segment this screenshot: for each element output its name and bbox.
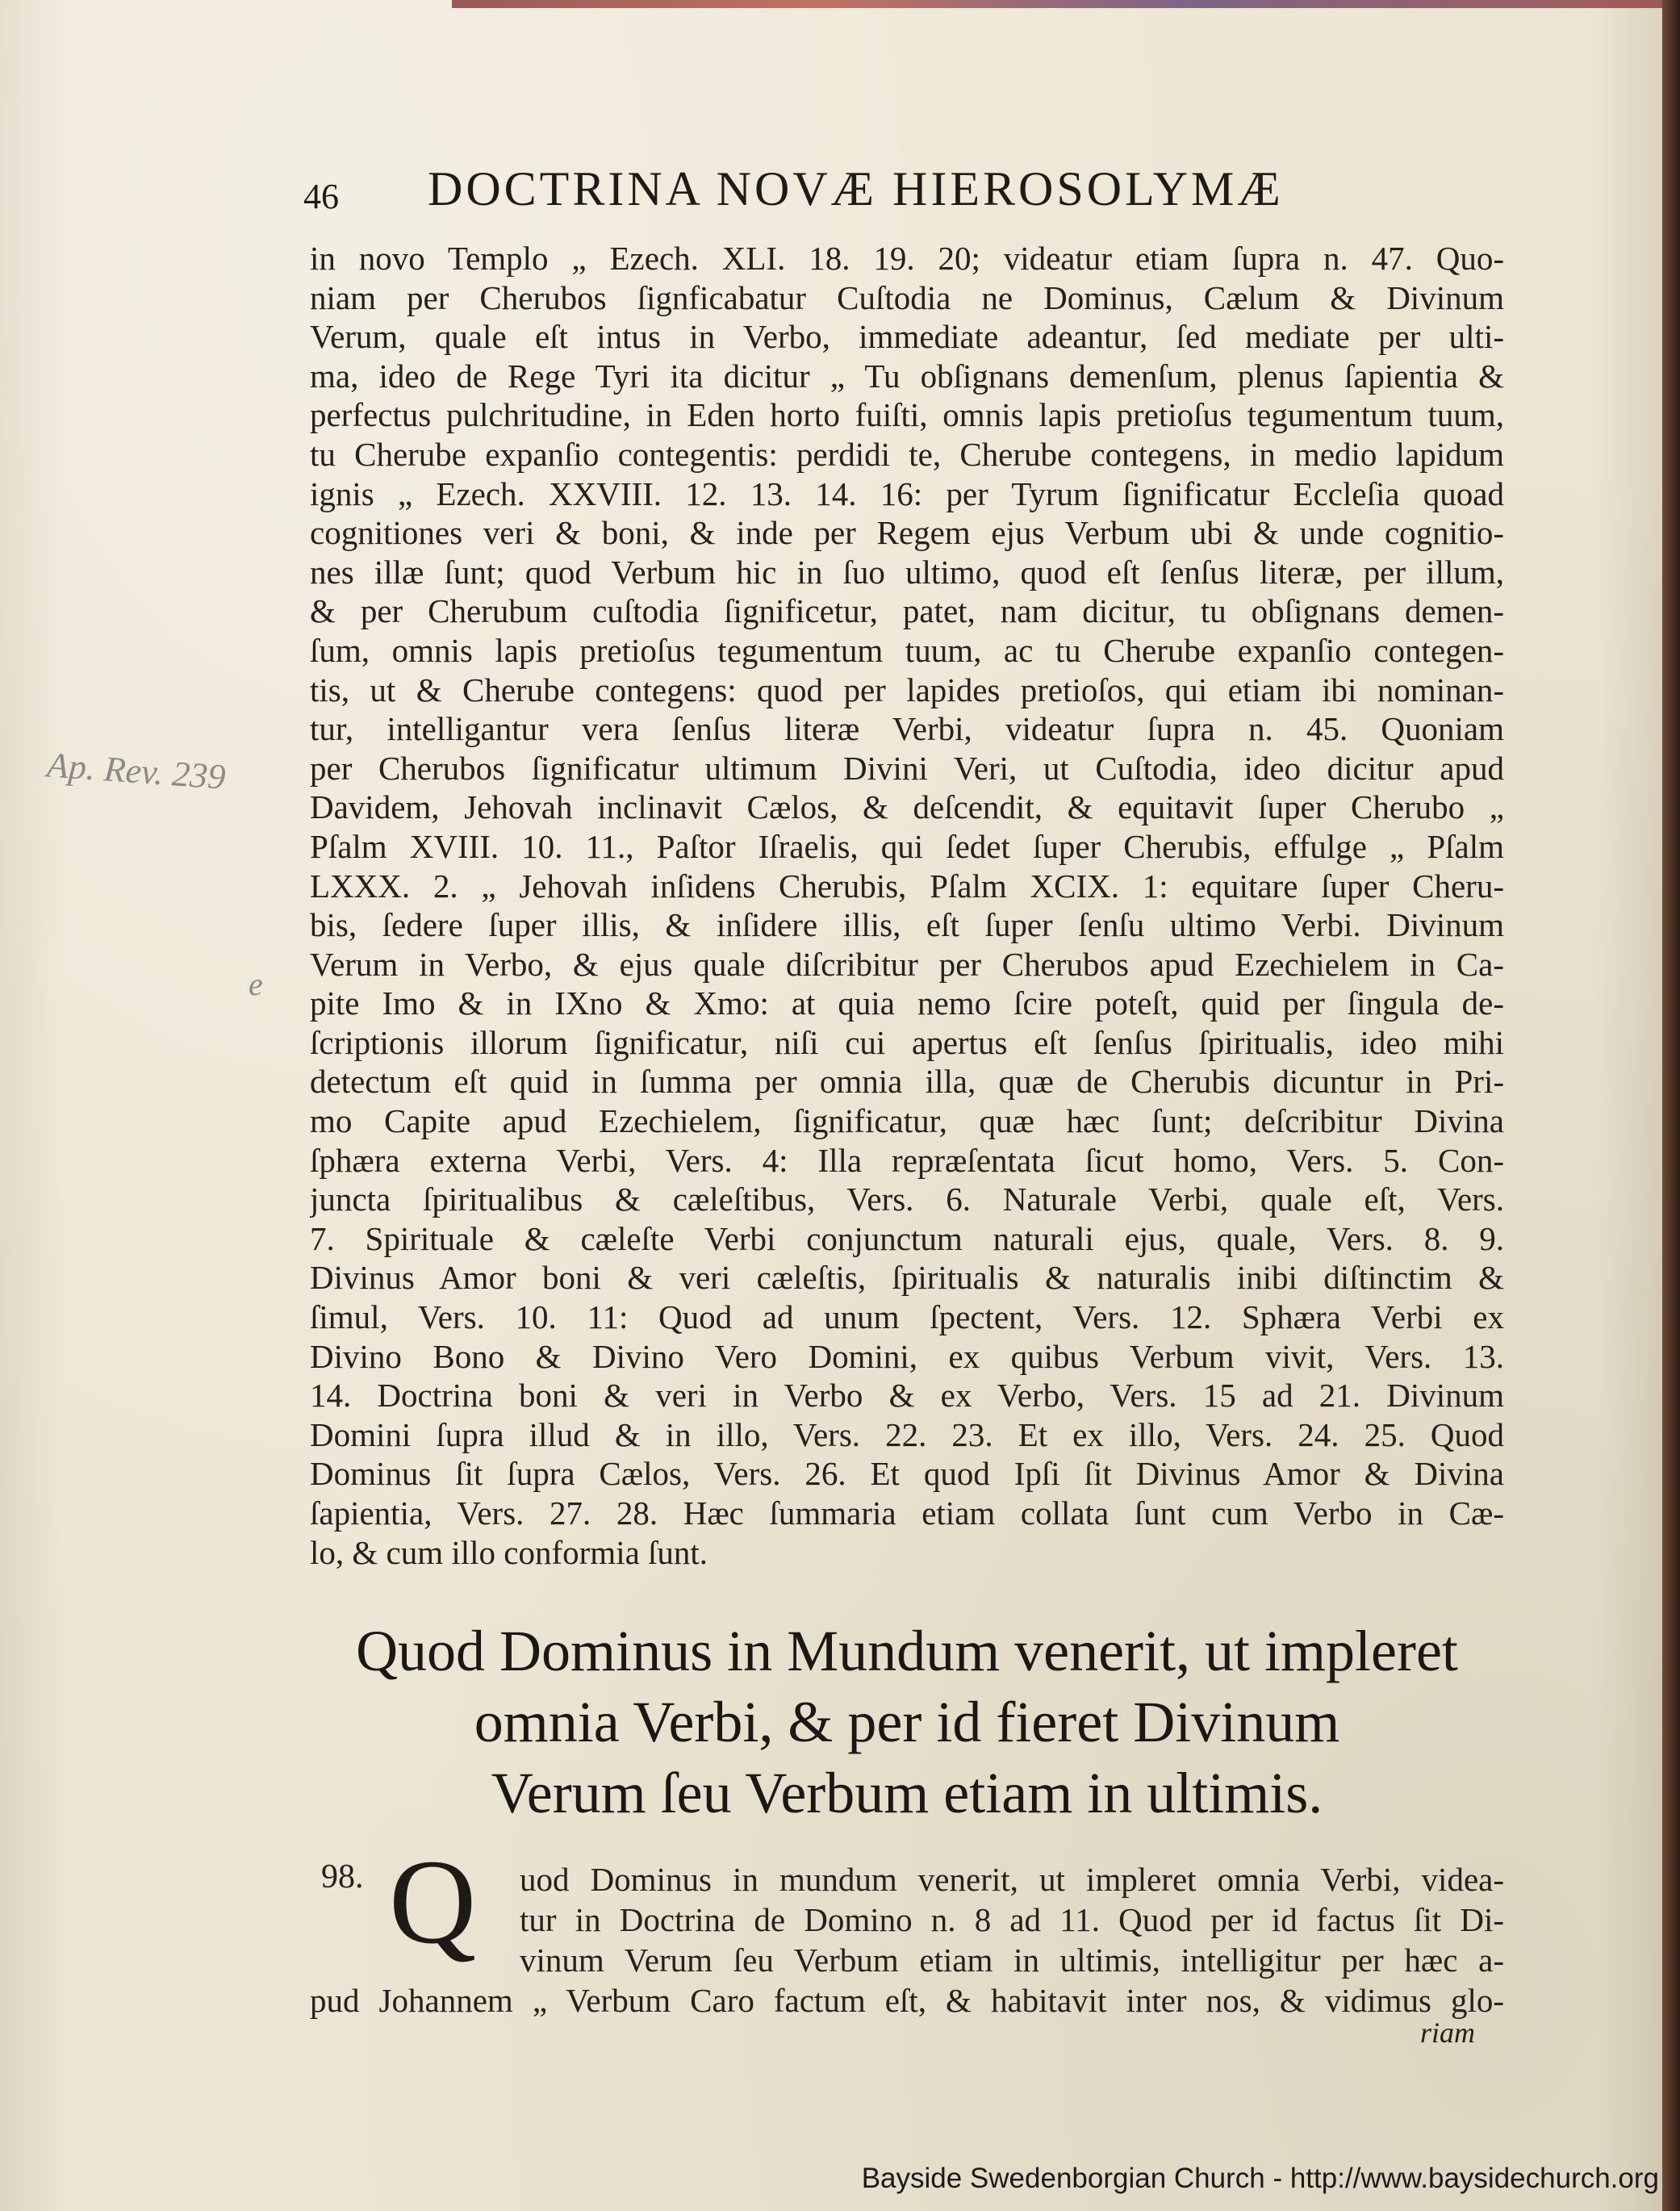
text-line: ſphæra externa Verbi, Vers. 4: Illa repræſentata ſicut homo, Vers. 5. Con- (310, 1141, 1504, 1179)
text-line: pite Imo & in IXno & Xmo: at quia nemo ſcire poteſt, quid per ſingula de- (310, 984, 1504, 1022)
text-line: in novo Templo „ Ezech. XLI. 18. 19. 20; videatur etiam ſupra n. 47. Quo- (310, 240, 1504, 277)
text-line: Verum in Verbo, & ejus quale diſcribitur per Cherubos apud Ezechielem in Ca- (310, 945, 1504, 983)
drop-cap: Q (389, 1835, 477, 1969)
text-line: bis, ſedere ſuper illis, & inſidere illis, eſt ſuper ſenſu ultimo Verbi. Divinum (310, 906, 1504, 944)
text-line: Domini ſupra illud & in illo, Vers. 22. 23. Et ex illo, Vers. 24. 25. Quod (310, 1415, 1504, 1453)
text-line: Dominus ſit ſupra Cælos, Vers. 26. Et quod Ipſi ſit Divinus Amor & Divina (310, 1455, 1504, 1493)
watermark-credit: Bayside Swedenborgian Church - http://www.baysidechurch.org (861, 2163, 1659, 2194)
heading-line: Quod Dominus in Mundum venerit, ut impleret (356, 1619, 1458, 1683)
text-line: nes illæ ſunt; quod Verbum hic in ſuo ultimo, quod eſt ſenſus literæ, per illum, (310, 553, 1504, 591)
text-line: mo Capite apud Ezechielem, ſignificatur, quæ hæc ſunt; deſcribitur Divina (310, 1102, 1504, 1140)
catchword: riam (1420, 2017, 1476, 2049)
text-line: ſum, omnis lapis pretioſus tegumentum tuum, ac tu Cherube expanſio contegen- (310, 631, 1504, 669)
text-line: pud Johannem „ Verbum Caro factum eſt, & habitavit inter nos, & vidimus glo- (310, 1982, 1504, 2019)
text-line: ſapientia, Vers. 27. 28. Hæc ſummaria etiam collata ſunt cum Verbo in Cæ- (310, 1494, 1504, 1532)
text-line: juncta ſpiritualibus & cæleſtibus, Vers. 6. Naturale Verbi, quale eſt, Vers. (310, 1181, 1504, 1218)
text-line: per Cherubos ſignificatur ultimum Divini Veri, ut Cuſtodia, ideo dicitur apud (310, 749, 1504, 787)
text-line: lo, & cum illo conformia ſunt. (310, 1533, 708, 1571)
text-line: perfectus pulchritudine, in Eden horto fuiſti, omnis lapis pretioſus tegumentum tuum, (310, 396, 1504, 434)
running-title: DOCTRINA NOVÆ HIEROSOLYMÆ (428, 162, 1284, 215)
text-line: 7. Spirituale & cæleſte Verbi conjunctum naturali ejus, quale, Vers. 8. 9. (310, 1219, 1504, 1257)
text-line: detectum eſt quid in ſumma per omnia illa, quæ de Cherubis dicuntur in Pri- (310, 1063, 1504, 1101)
text-line: tu Cherube expanſio contegentis: perdidi te, Cherube contegens, in medio lapidum (310, 435, 1504, 473)
heading-line: Verum ſeu Verbum etiam in ultimis. (491, 1761, 1323, 1825)
text-line: ma, ideo de Rege Tyri ita dicitur „ Tu obſignans demenſum, plenus ſapientia & (310, 357, 1504, 395)
text-line: Pſalm XVIII. 10. 11., Paſtor Iſraelis, qui ſedet ſuper Cherubis, effulge „ Pſalm (310, 827, 1504, 865)
book-edge (1662, 0, 1680, 2211)
page-number: 46 (303, 177, 339, 216)
text-line: ſimul, Vers. 10. 11: Quod ad unum ſpectent, Vers. 12. Sphæra Verbi ex (310, 1298, 1504, 1336)
text-line: tur, intelligantur vera ſenſus literæ Verbi, videatur ſupra n. 45. Quoniam (310, 710, 1504, 748)
margin-annotation: Ap. Rev. 239 (45, 745, 227, 797)
paragraph-text (310, 1859, 1504, 2021)
text-line: 14. Doctrina boni & veri in Verbo & ex Verbo, Vers. 15 ad 21. Divinum (310, 1377, 1504, 1415)
text-line: uod Dominus in mundum venerit, ut impleret omnia Verbi, videa- (520, 1861, 1504, 1898)
text-line: Verum, quale eſt intus in Verbo, immediate adeantur, ſed mediate per ulti- (310, 318, 1504, 356)
text-line: vinum Verum ſeu Verbum etiam in ultimis, intelligitur per hæc a- (520, 1941, 1504, 1979)
running-head (303, 161, 1385, 226)
margin-mark: e (249, 966, 263, 1002)
text-line: niam per Cherubos ſignficabatur Cuſtodia ne Dominus, Cælum & Divinum (310, 278, 1504, 316)
text-line: tis, ut & Cherube contegens: quod per lapides pretioſos, qui etiam ibi nominan- (310, 671, 1504, 708)
text-line: & per Cherubum cuſtodia ſignificetur, patet, nam dicitur, tu obſignans demen- (310, 592, 1504, 630)
text-line: tur in Doctrina de Domino n. 8 ad 11. Quod per id factus ſit Di- (520, 1901, 1504, 1938)
text-line: cognitiones veri & boni, & inde per Regem ejus Verbum ubi & unde cognitio- (310, 514, 1504, 552)
body-text (310, 239, 1504, 1572)
text-line: LXXX. 2. „ Jehovah inſidens Cherubis, Pſalm XCIX. 1: equitare ſuper Cheru- (310, 867, 1504, 905)
page-top-edge (452, 0, 1662, 8)
section-heading (310, 1615, 1504, 1829)
paragraph-number: 98. (321, 1858, 364, 1895)
text-line: ſcriptionis illorum ſignificatur, niſi cui apertus eſt ſenſus ſpiritualis, ideo mihi (310, 1023, 1504, 1061)
text-line: Davidem, Jehovah inclinavit Cælos, & deſcendit, & equitavit ſuper Cherubo „ (310, 788, 1504, 826)
text-line: Divinus Amor boni & veri cæleſtis, ſpiritualis & naturalis inibi diſtinctim & (310, 1259, 1504, 1297)
text-line: Divino Bono & Divino Vero Domini, ex quibus Verbum vivit, Vers. 13. (310, 1337, 1504, 1375)
text-line: ignis „ Ezech. XXVIII. 12. 13. 14. 16: per Tyrum ſignificatur Eccleſia quoad (310, 474, 1504, 512)
heading-line: omnia Verbi, & per id fieret Divinum (474, 1690, 1340, 1754)
